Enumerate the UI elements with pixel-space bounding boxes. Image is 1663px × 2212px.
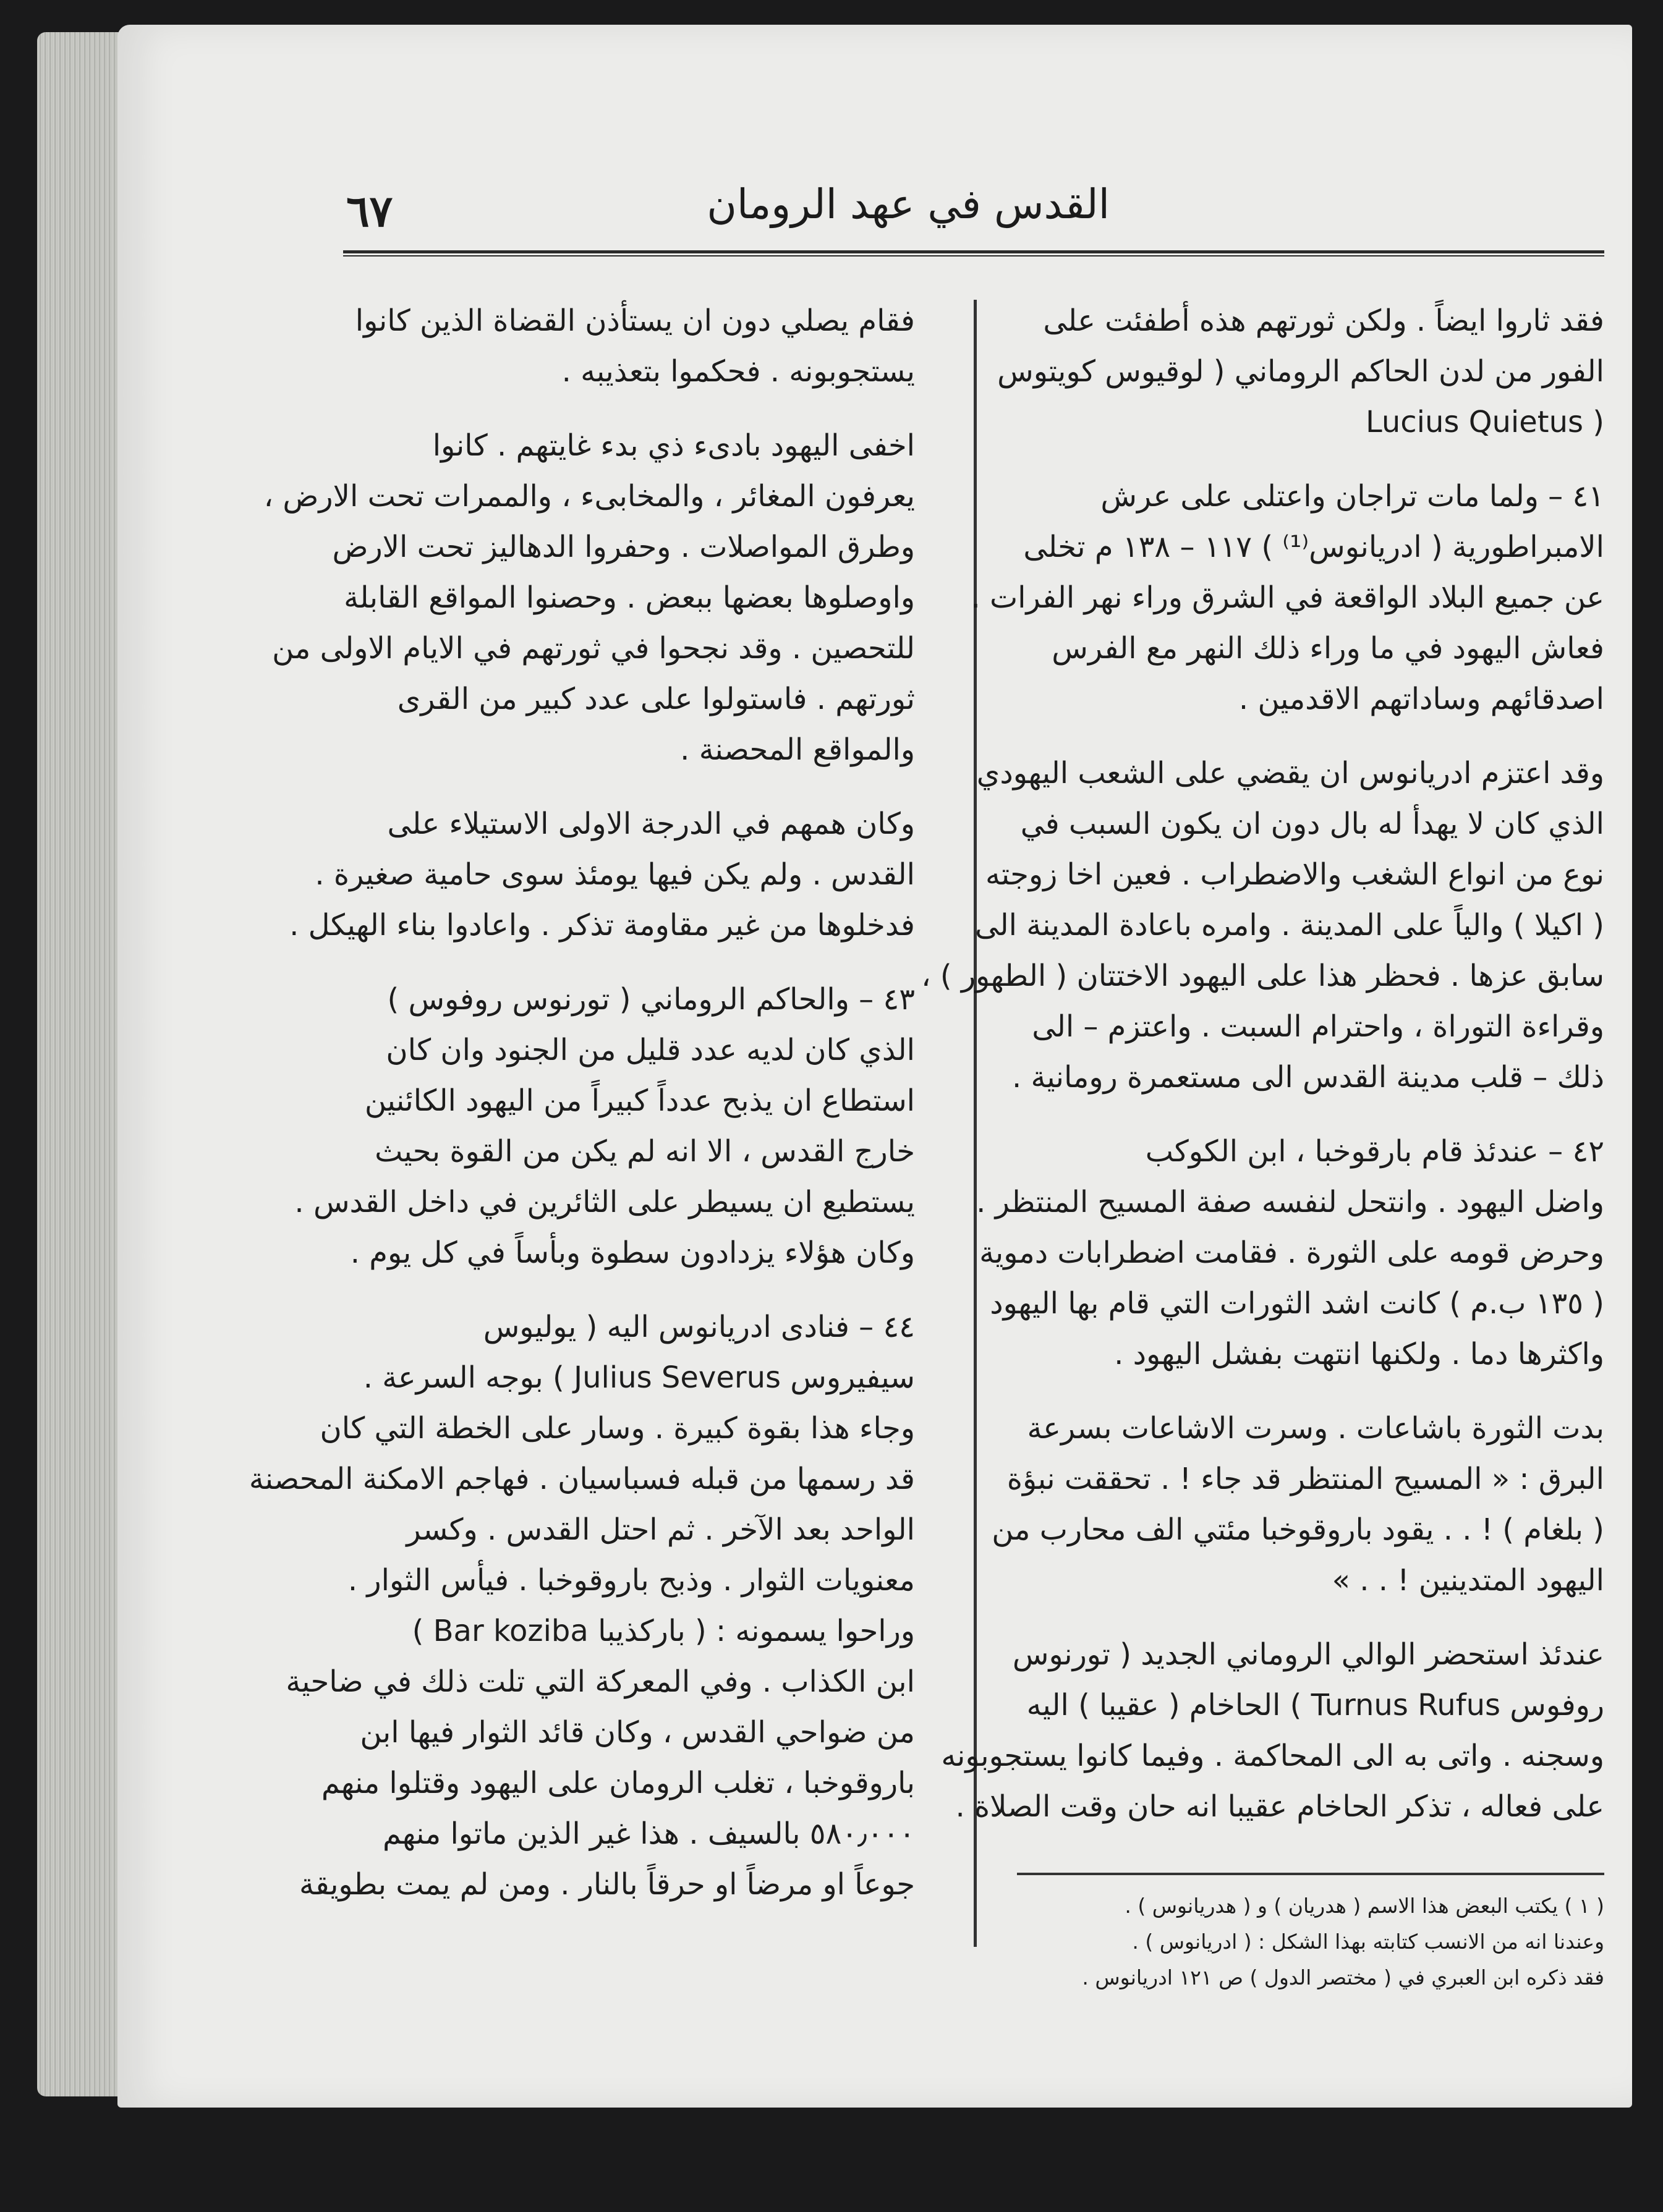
text-line: وكان همهم في الدرجة الاولى الاستيلاء على [387, 807, 915, 841]
text-line: ابن الكذاب . وفي المعركة التي تلت ذلك في ضاحية [286, 1664, 915, 1699]
text-line: نوع من انواع الشغب والاضطراب . فعين اخا زوجته [985, 857, 1604, 892]
text-line: واوصلوها بعضها ببعض . وحصنوا المواقع القابلة [344, 580, 915, 615]
text-line: وسجنه . واتى به الى المحاكمة . وفيما كانوا يستجوبونه [941, 1739, 1604, 1773]
paragraph-gap [1026, 724, 1604, 748]
text-line: الذي كان لا يهدأ له بال دون ان يكون السبب في [1020, 807, 1604, 841]
paragraph-gap [346, 951, 915, 974]
text-line: ٤٤ – فنادى ادريانوس اليه ( يوليوس [483, 1310, 915, 1344]
text-line: ٤٢ – عندئذ قام بارقوخبا ، ابن الكوكب [1145, 1134, 1604, 1169]
text-line: القدس . ولم يكن فيها يومئذ سوى حامية صغيرة . [315, 857, 915, 892]
text-line: الامبراطورية ( ادريانوس⁽¹⁾ ) ١١٧ – ١٣٨ م تخلى [1023, 530, 1604, 564]
paragraph-gap [346, 1278, 915, 1302]
text-line: وكان هؤلاء يزدادون سطوة وبأساً في كل يوم . [350, 1235, 915, 1270]
text-line: للتحصين . وقد نجحوا في ثورتهم في الايام الاولى من [272, 631, 915, 666]
paragraph-gap [1026, 1379, 1604, 1403]
text-line: فعاش اليهود في ما وراء ذلك النهر مع الفرس [1052, 631, 1604, 666]
text-line: الواحد بعد الآخر . ثم احتل القدس . وكسر [406, 1512, 915, 1547]
text-line: فدخلوها من غير مقاومة تذكر . واعادوا بناء الهيكل . [289, 908, 915, 943]
text-line: يعرفون المغائر ، والمخابىء ، والممرات تحت الارض ، [263, 479, 915, 514]
text-line: بدت الثورة باشاعات . وسرت الاشاعات بسرعة [1027, 1411, 1604, 1446]
text-line: اليهود المتدينين ! . . » [1332, 1563, 1604, 1598]
text-line: واكثرها دما . ولكنها انتهت بفشل اليهود . [1114, 1337, 1604, 1371]
text-line: ( Lucius Quietus [1365, 405, 1604, 439]
text-line: الفور من لدن الحاكم الروماني ( لوقيوس كويتوس [997, 354, 1604, 389]
footnote [1032, 1888, 1604, 1996]
text-line: عندئذ استحضر الوالي الروماني الجديد ( تورنوس [1012, 1637, 1604, 1672]
running-header-title: القدس في عهد الرومان [707, 180, 1110, 228]
text-line: يستجوبونه . فحكموا بتعذيبه . [561, 354, 915, 389]
text-line: ( اكيلا ) والياً على المدينة . وامره باعادة المدينة الى [975, 908, 1604, 943]
text-line: وراحوا يسمونه : ( باركذيبا Bar koziba ) [412, 1614, 915, 1648]
text-line: البرق : « المسيح المنتظر قد جاء ! . تحققت نبؤة [1006, 1462, 1604, 1496]
text-line: اصدقائهم وساداتهم الاقدمين . [1238, 682, 1604, 716]
column-divider [974, 300, 977, 1947]
page-number: ٦٧ [346, 185, 393, 237]
footnote-line: وعندنا انه من الانسب كتابته بهذا الشكل : ( ادريانوس ) . [1132, 1930, 1604, 1954]
text-line: ( ١٣٥ ب.م ) كانت اشد الثورات التي قام بها اليهود [990, 1286, 1604, 1321]
text-line: وطرق المواصلات . وحفروا الدهاليز تحت الارض [332, 530, 915, 564]
text-line: ( بلغام ) ! . . يقود باروقوخبا مئتي الف محارب من [992, 1512, 1604, 1547]
text-line: واضل اليهود . وانتحل لنفسه صفة المسيح المنتظر . [976, 1185, 1604, 1219]
paragraph-gap [1026, 1103, 1604, 1126]
text-line: ٤١ – ولما مات تراجان واعتلى على عرش [1100, 479, 1604, 514]
text-line: استطاع ان يذبح عدداً كبيراً من اليهود الكائنين [364, 1083, 915, 1118]
paragraph-gap [1026, 447, 1604, 471]
text-line: وحرض قومه على الثورة . فقامت اضطرابات دموية [979, 1235, 1604, 1270]
text-line: سابق عزها . فحظر هذا على اليهود الاختتان ( الطهور ) ، [921, 959, 1604, 993]
text-line: باروقوخبا ، تغلب الرومان على اليهود وقتلوا منهم [321, 1766, 915, 1800]
text-line: والمواقع المحصنة . [680, 732, 915, 767]
text-line: من ضواحي القدس ، وكان قائد الثوار فيها ابن [360, 1715, 915, 1750]
paragraph-gap [1026, 1606, 1604, 1629]
footnote-line: ( ١ ) يكتب البعض هذا الاسم ( هدريان ) و ( هدريانوس ) . [1125, 1894, 1604, 1918]
text-line: ٤٣ – والحاكم الروماني ( تورنوس روفوس ) [387, 982, 915, 1017]
text-line: خارج القدس ، الا انه لم يكن من القوة بحيث [375, 1134, 915, 1169]
header-rule [343, 250, 1604, 253]
footnote-line: فقد ذكره ابن العبري في ( مختصر الدول ) ص ١٢١ ادريانوس . [1082, 1965, 1604, 1990]
text-line: قد رسمها من قبله فسباسيان . فهاجم الامكنة المحصنة [249, 1462, 915, 1496]
text-line: على فعاله ، تذكر الحاخام عقيبا انه حان وقت الصلاة . [955, 1789, 1604, 1824]
text-line: ٥٨٠٫٠٠٠ بالسيف . هذا غير الذين ماتوا منهم [382, 1816, 915, 1851]
text-line: جوعاً او مرضاً او حرقاً بالنار . ومن لم يمت بطويقة [299, 1867, 915, 1902]
paragraph-gap [346, 397, 915, 420]
right-column [921, 295, 1604, 1832]
text-line: وقد اعتزم ادريانوس ان يقضي على الشعب اليهودي [976, 756, 1604, 790]
text-line: الذي كان لديه عدد قليل من الجنود وان كان [386, 1033, 915, 1067]
text-line: فقد ثاروا ايضاً . ولكن ثورتهم هذه أطفئت على [1043, 303, 1604, 338]
text-line: فقام يصلي دون ان يستأذن القضاة الذين كانوا [355, 303, 915, 338]
text-line: وجاء هذا بقوة كبيرة . وسار على الخطة التي كان [320, 1411, 915, 1446]
text-line: ذلك – قلب مدينة القدس الى مستعمرة رومانية . [1011, 1060, 1604, 1095]
text-line: اخفى اليهود بادىء ذي بدء غايتهم . كانوا [432, 428, 915, 463]
text-line: عن جميع البلاد الواقعة في الشرق وراء نهر الفرات . [971, 580, 1604, 615]
text-line: ثورتهم . فاستولوا على عدد كبير من القرى [397, 682, 915, 716]
text-line: وقراءة التوراة ، واحترام السبت . واعتزم – الى [1032, 1009, 1604, 1044]
text-line: معنويات الثوار . وذبح باروقوخبا . فيأس الثوار . [347, 1563, 915, 1598]
paragraph-gap [346, 775, 915, 799]
text-line: سيفيروس Julius Severus ) بوجه السرعة . [363, 1360, 915, 1395]
text-line: يستطيع ان يسيطر على الثائرين في داخل القدس . [294, 1185, 915, 1219]
text-line: روفوس Turnus Rufus ) الحاخام ( عقيبا ) اليه [1026, 1688, 1604, 1723]
left-column [249, 295, 915, 1910]
footnote-rule [1017, 1873, 1604, 1875]
header-rule-thin [343, 255, 1604, 256]
